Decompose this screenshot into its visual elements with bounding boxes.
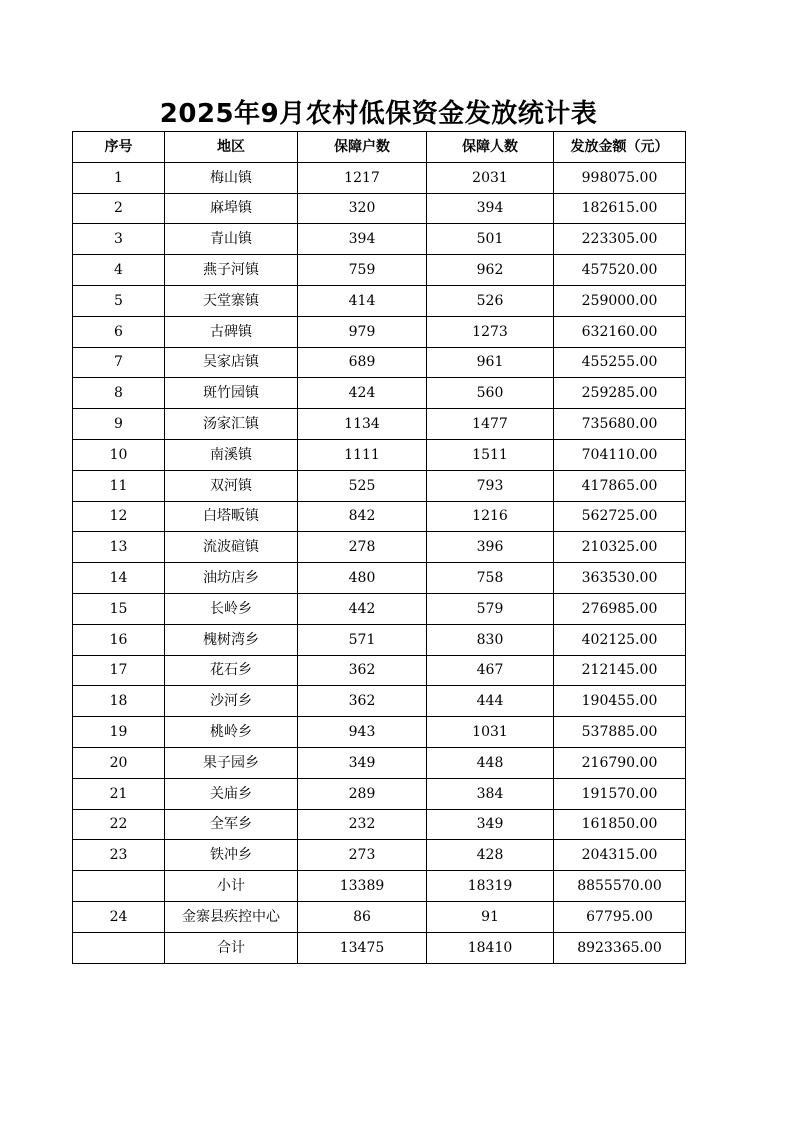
cell-region: 吴家店镇 <box>165 347 298 378</box>
header-households: 保障户数 <box>298 132 427 163</box>
cell-region: 果子园乡 <box>165 747 298 778</box>
table-row <box>73 224 686 255</box>
cell-region: 燕子河镇 <box>165 255 298 286</box>
table-row <box>73 193 686 224</box>
cell-no: 18 <box>73 686 165 717</box>
cell-households: 525 <box>298 470 427 501</box>
cell-persons: 2031 <box>427 162 554 193</box>
cell-region: 金寨县疾控中心 <box>165 901 298 932</box>
cell-persons: 526 <box>427 285 554 316</box>
cell-region: 合计 <box>165 932 298 963</box>
cell-persons: 1511 <box>427 439 554 470</box>
cell-no: 3 <box>73 224 165 255</box>
cell-no: 22 <box>73 809 165 840</box>
statistics-table <box>72 131 686 964</box>
cell-households: 86 <box>298 901 427 932</box>
cell-persons: 384 <box>427 778 554 809</box>
cell-amount: 417865.00 <box>554 470 686 501</box>
cell-amount: 632160.00 <box>554 316 686 347</box>
cell-persons: 830 <box>427 624 554 655</box>
table-row <box>73 470 686 501</box>
cell-households: 320 <box>298 193 427 224</box>
cell-no: 24 <box>73 901 165 932</box>
cell-persons: 758 <box>427 563 554 594</box>
cell-region: 流波碹镇 <box>165 532 298 563</box>
table-row <box>73 255 686 286</box>
cell-no: 19 <box>73 717 165 748</box>
cell-amount: 8855570.00 <box>554 871 686 902</box>
cell-no <box>73 932 165 963</box>
cell-no: 12 <box>73 501 165 532</box>
cell-amount: 457520.00 <box>554 255 686 286</box>
cell-region: 小计 <box>165 871 298 902</box>
cell-amount: 455255.00 <box>554 347 686 378</box>
cell-amount: 998075.00 <box>554 162 686 193</box>
cell-no: 21 <box>73 778 165 809</box>
cell-households: 362 <box>298 686 427 717</box>
header-amount: 发放金额（元） <box>554 132 686 163</box>
cell-region: 青山镇 <box>165 224 298 255</box>
cell-no: 2 <box>73 193 165 224</box>
cell-amount: 8923365.00 <box>554 932 686 963</box>
cell-no: 6 <box>73 316 165 347</box>
cell-households: 362 <box>298 655 427 686</box>
cell-amount: 704110.00 <box>554 439 686 470</box>
cell-no: 9 <box>73 409 165 440</box>
table-row <box>73 655 686 686</box>
cell-households: 1134 <box>298 409 427 440</box>
cell-no: 15 <box>73 593 165 624</box>
cell-households: 13389 <box>298 871 427 902</box>
table-row <box>73 840 686 871</box>
cell-region: 南溪镇 <box>165 439 298 470</box>
table-row <box>73 593 686 624</box>
cell-amount: 363530.00 <box>554 563 686 594</box>
cell-persons: 961 <box>427 347 554 378</box>
table-row <box>73 717 686 748</box>
cell-no: 7 <box>73 347 165 378</box>
cell-households: 1217 <box>298 162 427 193</box>
cell-region: 槐树湾乡 <box>165 624 298 655</box>
cell-no: 10 <box>73 439 165 470</box>
cell-households: 842 <box>298 501 427 532</box>
cell-persons: 1273 <box>427 316 554 347</box>
table-row <box>73 809 686 840</box>
cell-persons: 1477 <box>427 409 554 440</box>
cell-persons: 428 <box>427 840 554 871</box>
cell-no: 14 <box>73 563 165 594</box>
table-row <box>73 932 686 963</box>
table-row <box>73 285 686 316</box>
cell-persons: 1031 <box>427 717 554 748</box>
table-body <box>73 162 686 963</box>
table-row <box>73 409 686 440</box>
table-row <box>73 162 686 193</box>
cell-region: 油坊店乡 <box>165 563 298 594</box>
cell-households: 394 <box>298 224 427 255</box>
table-row <box>73 532 686 563</box>
cell-no: 16 <box>73 624 165 655</box>
cell-region: 斑竹园镇 <box>165 378 298 409</box>
cell-amount: 735680.00 <box>554 409 686 440</box>
cell-persons: 579 <box>427 593 554 624</box>
cell-amount: 223305.00 <box>554 224 686 255</box>
cell-no: 13 <box>73 532 165 563</box>
cell-amount: 190455.00 <box>554 686 686 717</box>
table-row <box>73 378 686 409</box>
cell-households: 278 <box>298 532 427 563</box>
header-no: 序号 <box>73 132 165 163</box>
cell-region: 白塔畈镇 <box>165 501 298 532</box>
cell-households: 273 <box>298 840 427 871</box>
table-row <box>73 439 686 470</box>
cell-persons: 18319 <box>427 871 554 902</box>
cell-persons: 501 <box>427 224 554 255</box>
cell-amount: 537885.00 <box>554 717 686 748</box>
cell-persons: 1216 <box>427 501 554 532</box>
cell-no: 5 <box>73 285 165 316</box>
cell-region: 梅山镇 <box>165 162 298 193</box>
cell-region: 长岭乡 <box>165 593 298 624</box>
cell-households: 943 <box>298 717 427 748</box>
cell-region: 麻埠镇 <box>165 193 298 224</box>
cell-no: 4 <box>73 255 165 286</box>
header-persons: 保障人数 <box>427 132 554 163</box>
cell-amount: 210325.00 <box>554 532 686 563</box>
cell-amount: 402125.00 <box>554 624 686 655</box>
cell-amount: 276985.00 <box>554 593 686 624</box>
cell-persons: 448 <box>427 747 554 778</box>
cell-region: 沙河乡 <box>165 686 298 717</box>
table-row <box>73 871 686 902</box>
cell-persons: 396 <box>427 532 554 563</box>
cell-region: 铁冲乡 <box>165 840 298 871</box>
cell-no: 8 <box>73 378 165 409</box>
cell-no: 1 <box>73 162 165 193</box>
cell-households: 424 <box>298 378 427 409</box>
cell-persons: 560 <box>427 378 554 409</box>
table-row <box>73 747 686 778</box>
cell-households: 232 <box>298 809 427 840</box>
cell-region: 双河镇 <box>165 470 298 501</box>
cell-households: 689 <box>298 347 427 378</box>
cell-persons: 962 <box>427 255 554 286</box>
cell-persons: 91 <box>427 901 554 932</box>
cell-persons: 467 <box>427 655 554 686</box>
cell-no: 20 <box>73 747 165 778</box>
cell-households: 414 <box>298 285 427 316</box>
cell-households: 442 <box>298 593 427 624</box>
cell-amount: 191570.00 <box>554 778 686 809</box>
cell-households: 571 <box>298 624 427 655</box>
table-row <box>73 778 686 809</box>
cell-region: 桃岭乡 <box>165 717 298 748</box>
cell-amount: 259000.00 <box>554 285 686 316</box>
cell-households: 1111 <box>298 439 427 470</box>
cell-amount: 182615.00 <box>554 193 686 224</box>
table-row <box>73 901 686 932</box>
cell-households: 480 <box>298 563 427 594</box>
cell-amount: 67795.00 <box>554 901 686 932</box>
cell-households: 13475 <box>298 932 427 963</box>
table-row <box>73 624 686 655</box>
cell-no: 17 <box>73 655 165 686</box>
cell-amount: 204315.00 <box>554 840 686 871</box>
cell-amount: 161850.00 <box>554 809 686 840</box>
cell-region: 天堂寨镇 <box>165 285 298 316</box>
cell-households: 759 <box>298 255 427 286</box>
cell-region: 全军乡 <box>165 809 298 840</box>
table-row <box>73 316 686 347</box>
cell-persons: 444 <box>427 686 554 717</box>
cell-no: 11 <box>73 470 165 501</box>
table-row <box>73 347 686 378</box>
cell-amount: 562725.00 <box>554 501 686 532</box>
cell-amount: 216790.00 <box>554 747 686 778</box>
cell-households: 979 <box>298 316 427 347</box>
cell-persons: 394 <box>427 193 554 224</box>
table-row <box>73 563 686 594</box>
cell-no <box>73 871 165 902</box>
cell-households: 349 <box>298 747 427 778</box>
table-row <box>73 501 686 532</box>
cell-region: 花石乡 <box>165 655 298 686</box>
cell-region: 关庙乡 <box>165 778 298 809</box>
header-region: 地区 <box>165 132 298 163</box>
cell-persons: 349 <box>427 809 554 840</box>
table-header-row <box>73 132 686 163</box>
cell-amount: 212145.00 <box>554 655 686 686</box>
cell-region: 汤家汇镇 <box>165 409 298 440</box>
cell-households: 289 <box>298 778 427 809</box>
cell-persons: 18410 <box>427 932 554 963</box>
table-row <box>73 686 686 717</box>
page-title: 2025年9月农村低保资金发放统计表 <box>159 99 598 129</box>
cell-amount: 259285.00 <box>554 378 686 409</box>
cell-region: 古碑镇 <box>165 316 298 347</box>
cell-no: 23 <box>73 840 165 871</box>
cell-persons: 793 <box>427 470 554 501</box>
